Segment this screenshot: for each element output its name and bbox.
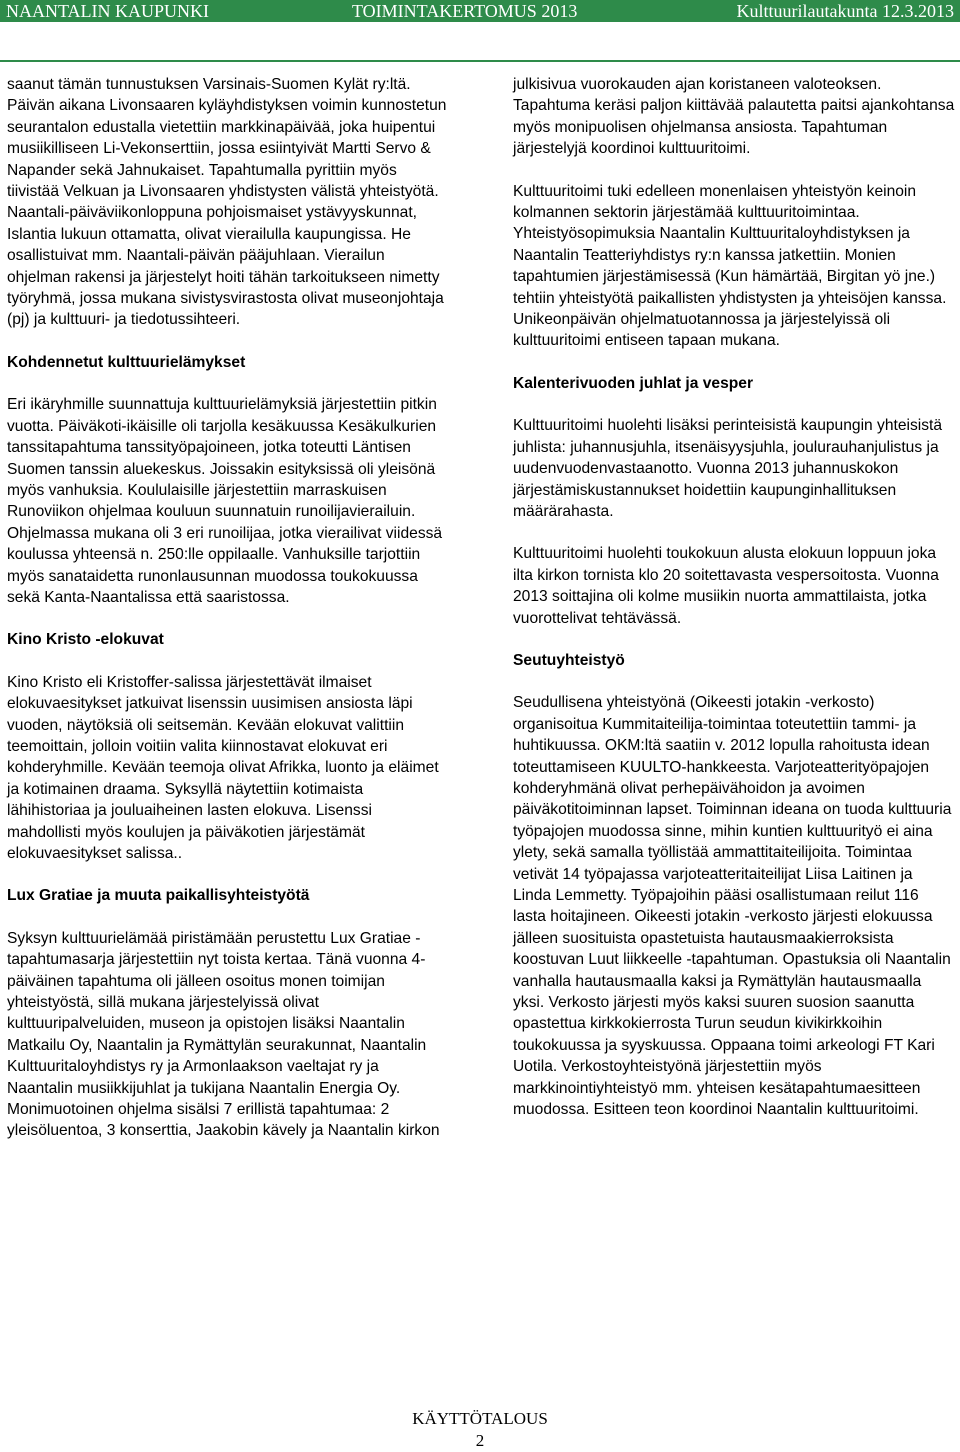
paragraph: Kulttuuritoimi tuki edelleen monenlaisen yhteistyön keinoin kolmannen sektorin järjestämää kulttuuritoimintaa. Yhteistyösopimuksia Naantalin Kulttuuritaloyhdistyksen ja Naantalin Teatteriyhdistys ry:n kanssa jatkettiin. Monien tapahtumien järjestämisessä (Kun hämärtää, Birgitan yö jne.) tehtiin yhteistyötä paikallisten yhdistysten ja yhteisöjen kanssa. Unikeonpäivän ohjelmatuotannossa ja järjestelyissä oli kulttuuritoimi entiseen tapaan mukana.: [513, 182, 947, 350]
section-heading: Kohdennetut kulttuurielämykset: [7, 353, 246, 371]
section-heading: Lux Gratiae ja muuta paikallisyhteistyötä: [7, 887, 310, 905]
footer-title: KÄYTTÖTALOUS: [412, 1409, 548, 1428]
paragraph: julkisivua vuorokauden ajan koristaneen valoteoksen. Tapahtuma keräsi paljon kiittävää palautetta paitsi ajankohtansa myös monipuolisen ohjelmansa ansiosta. Tapahtuman järjestelyjä koordinoi kulttuuritoimi.: [513, 76, 955, 158]
paragraph: saanut tämän tunnustuksen Varsinais-Suomen Kylät ry:ltä. Päivän aikana Livonsaaren kyläyhdistyksen voimin kunnostetun seurantalon edustalla vietettiin markkinapäivää, joka huipentui musiikilliseen Li-Vekonserttiin, jossa esiintyivät Martti Servo & Napander sekä Jahnukaiset. Tapahtumalla pyrittiin myös tiivistää Velkuan ja Livonsaaren yhdistysten välistä yhteistyötä.: [7, 76, 447, 201]
paragraph: Eri ikäryhmille suunnattuja kulttuurielämyksiä järjestettiin pitkin vuotta. Päiväkoti-ikäisille oli tarjolla kesäkuussa Kesäkulkurien tanssitapahtuma tanssityöpajoineen, jotka toteutti Läntisen Suomen tanssin aluekeskus. Joissakin esityksissä oli yleisönä myös vanhuksia. Koululaisille järjestettiin marraskuisen Runoviikon ohjelmaa kouluun suunnatuin runoilijavierailuin. Ohjelmassa mukana oli 3 eri runoilijaa, jotka vierailivat viidessä koulussa yhteensä n. 250:lle oppilaalle. Vanhuksille tarjottiin myös sanataidetta runonlausunnan muodossa toukokuussa sekä Kanta-Naantalissa että saaristossa.: [7, 396, 443, 606]
page-header: [0, 0, 960, 22]
section-heading: Seutuyhteistyö: [513, 651, 625, 669]
paragraph: Seudullisena yhteistyönä (Oikeesti jotakin -verkosto) organisoitua Kummitaiteilija-toimintaa toteutettiin tammi- ja huhtikuussa. OKM:ltä saatiin v. 2012 lopulla rahoitusta idean toteuttamiseen KUULTO-hankkeesta. Varjoteatterityöpajojen kohderyhmänä olivat perhepäivähoidon ja avoimen päiväkotitoiminnan lapset. Toiminnan ideana on tuoda kulttuuria työpajojen muodossa sinne, mihin kuntien kulttuurityö ei aina ylety, sekä samalla työllistää ammattitaiteilijoita. Toimintaa vetivät 14 työpajassa varjoteatteritaiteilijat Liisa Laitinen ja Linda Lemmetty. Työpajoihin pääsi osallistumaan reilut 116 lasta hoitajineen. Oikeesti jotakin -verkosto järjesti elokuussa jälleen suosituista opastetuista hautausmaakierroksista koostuvan Luut liikkeelle -tapahtuman. Opastuksia oli Naantalin vanhalla hautausmaalla kaksi ja Rymättylän hautausmaalla yksi. Verkosto järjesti myös kaksi suuren suosion saanutta opastettua kirkkokierrosta Turun seudun kivikirkkoihin toukokuussa ja syyskuussa. Oppaana toimi arkeologi FT Kari Uotila. Verkostoyhteistyönä järjestettiin myös markkinointiyhteistyö mm. yhteisen kesätapahtumaesitteen muodossa. Esitteen teon koordinoi Naantalin kulttuuritoimi.: [513, 694, 952, 1119]
section-heading: Kalenterivuoden juhlat ja vesper: [513, 374, 754, 392]
left-column: [7, 74, 449, 1163]
paragraph: Kulttuuritoimi huolehti lisäksi perinteisistä kaupungin yhteisistä juhlista: juhannusjuhla, itsenäisyysjuhla, joulurauhanjulistus ja uudenvuodenvastaanotto. Vuonna 2013 juhannuskokon järjestämiskustannukset hoidettiin kaupunginhallituksen määrärahasta.: [513, 417, 943, 520]
header-committee-date: Kulttuurilautakunta 12.3.2013: [736, 1, 954, 21]
section-heading: Kino Kristo -elokuvat: [7, 631, 164, 649]
page-number: 2: [475, 1431, 485, 1450]
paragraph: Syksyn kulttuurielämää piristämään perustettu Lux Gratiae -tapahtumasarja järjestettiin nyt toista kertaa. Tänä vuonna 4-päiväinen tapahtuma oli jälleen osoitus monen toimijan yhteistyöstä, sillä mukana järjestelyissä olivat kulttuuripalveluiden, museon ja opistojen lisäksi Naantalin Matkailu Oy, Naantalin ja Rymättylän seurakunnat, Naantalin Kulttuuritaloyhdistys ry ja Armonlaakson vaeltajat ry ja Naantalin musiikkijuhlat ja tukijana Naantalin Energia Oy. Monimuotoinen ohjelma sisälsi 7 erillistä tapahtumaa: 2 yleisöluentoa, 3 konserttia, Jaakobin kävely ja Naantalin kirkon: [7, 929, 440, 1140]
paragraph: Kino Kristo eli Kristoffer-salissa järjestettävät ilmaiset elokuvaesitykset jatkuivat lisenssin uusimisen ansiosta läpi vuoden, näytöksiä oli seitsemän. Kevään elokuvat valittiin teemoittain, jolloin voitiin valita kiinnostavat elokuvat eri kohderyhmille. Kevään teemoja olivat Afrikka, luonto ja eläimet ja kotimainen draama. Syksyllä näytettiin kotimaista lähihistoriaa ja jouluaiheinen lasten elokuva. Lisenssi mahdollisti myös koulujen ja päiväkotien järjestämät elokuvaesitykset salissa..: [7, 673, 439, 862]
header-divider: [0, 60, 960, 62]
header-organization: NAANTALIN KAUPUNKI: [6, 1, 210, 21]
header-document-title: TOIMINTAKERTOMUS 2013: [352, 1, 578, 21]
paragraph: Kulttuuritoimi huolehti toukokuun alusta elokuun loppuun joka ilta kirkon tornista klo 20 soitettavasta vespersoitosta. Vuonna 2013 soittajina oli kolme musiikin nuorta ammattilaista, jotka vuorottelivat tehtävässä.: [513, 545, 939, 627]
right-column: [513, 74, 955, 1141]
paragraph: Naantali-päiväviikonloppuna pohjoismaiset ystävyyskunnat, Islantia lukuun ottamatta, olivat vierailulla kaupungissa. He osallistuivat mm. Naantali-päivän pääjuhlaan. Vierailun ohjelman rakensi ja järjestelyt hoiti tähän tarkoitukseen nimetty työryhmä, jossa mukana sivistysvirastosta olivat museonjohtaja (pj) ja kulttuuri- ja tiedotussihteeri.: [7, 204, 444, 329]
